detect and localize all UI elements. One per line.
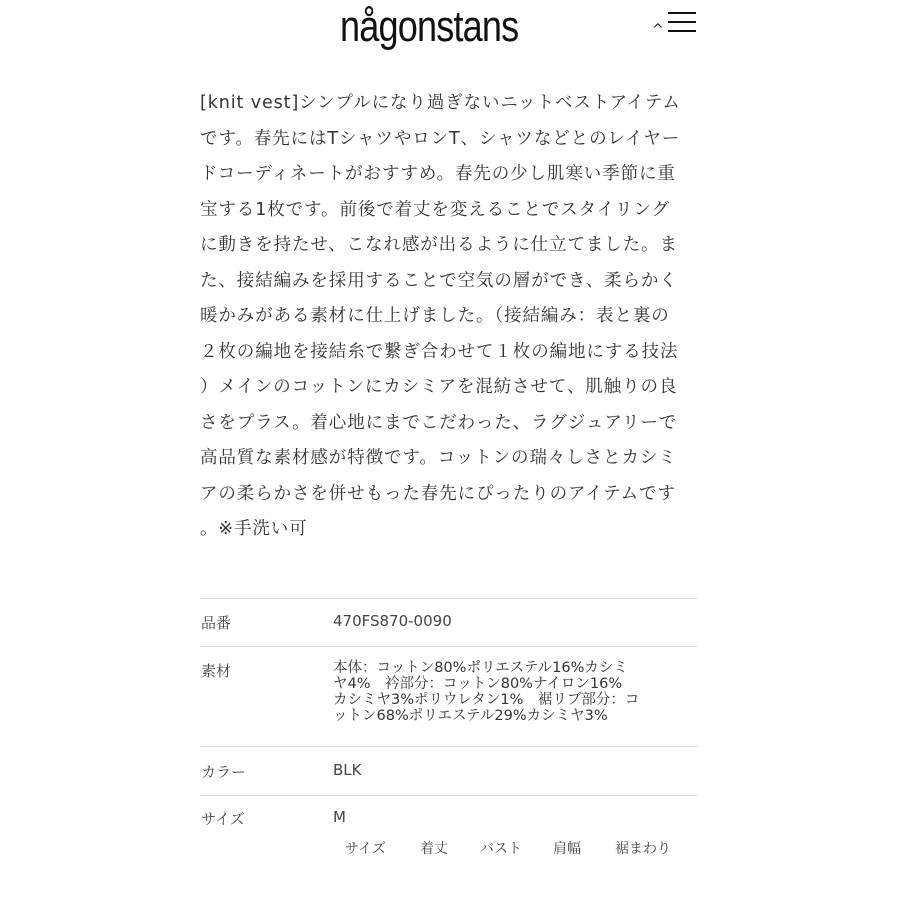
size-col-shoulder: 肩幅 bbox=[553, 841, 581, 857]
size-col-hem: 裾まわり bbox=[615, 841, 671, 857]
description-line: ２枚の編地を接結糸で繋ぎ合わせて１枚の編地にする技法 bbox=[200, 341, 679, 362]
divider bbox=[200, 795, 698, 796]
color-label: カラー bbox=[201, 763, 247, 781]
description-line: ）メインのコットンにカシミアを混紡させて、肌触りの良 bbox=[200, 377, 678, 397]
divider bbox=[200, 646, 698, 647]
size-label: サイズ bbox=[201, 810, 245, 828]
caret-up-icon: ^ bbox=[652, 22, 664, 38]
hamburger-icon[interactable] bbox=[668, 12, 696, 34]
product-description bbox=[200, 86, 710, 548]
size-value: M bbox=[333, 808, 346, 826]
description-line: 暖かみがある素材に仕上げました。（接結編み：表と裏の bbox=[200, 306, 670, 326]
item-no-label: 品番 bbox=[201, 614, 232, 632]
divider bbox=[200, 598, 698, 599]
description-line: に動きを持たせ、こなれ感が出るように仕立てました。ま bbox=[200, 235, 678, 255]
description-line: アの柔らかさを併せもった春先にぴったりのアイテムです bbox=[200, 483, 676, 504]
description-line: です。春先にはTシャツやロンT、シャツなどとのレイヤー bbox=[200, 128, 681, 149]
description-line: 宝する1枚です。前後で着丈を変えることでスタイリング bbox=[200, 199, 670, 220]
item-no-value: 470FS870-0090 bbox=[333, 612, 452, 630]
material-value bbox=[333, 660, 703, 724]
description-line: [knit vest]シンプルになり過ぎないニットベストアイテム bbox=[200, 93, 681, 113]
material-line: カシミヤ3%ポリウレタン1% 裾リブ部分：コ bbox=[333, 692, 640, 708]
color-value: BLK bbox=[333, 761, 362, 779]
description-line: た、接結編みを採用することで空気の層ができ、柔らかく bbox=[200, 270, 678, 291]
description-line: 高品質な素材感が特徴です。コットンの瑞々しさとカシミ bbox=[200, 448, 677, 468]
material-label: 素材 bbox=[201, 662, 232, 680]
material-line: 本体：コットン80%ポリエステル16%カシミ bbox=[333, 660, 628, 676]
size-col-length: 着丈 bbox=[420, 841, 448, 857]
divider bbox=[200, 746, 698, 747]
description-line: 。※手洗い可 bbox=[200, 519, 308, 539]
description-line: ドコーディネートがおすすめ。春先の少し肌寒い季節に重 bbox=[200, 164, 676, 184]
description-line: さをプラス。着心地にまでこだわった、ラグジュアリーで bbox=[200, 412, 678, 433]
material-line: ヤ4% 衿部分：コットン80%ナイロン16% bbox=[333, 676, 623, 692]
size-col-bust: バスト bbox=[480, 841, 522, 857]
material-line: ットン68%ポリエステル29%カシミヤ3% bbox=[333, 708, 608, 724]
size-col-size: サイズ bbox=[345, 841, 386, 857]
brand-logo[interactable]: någonstans bbox=[340, 2, 519, 51]
